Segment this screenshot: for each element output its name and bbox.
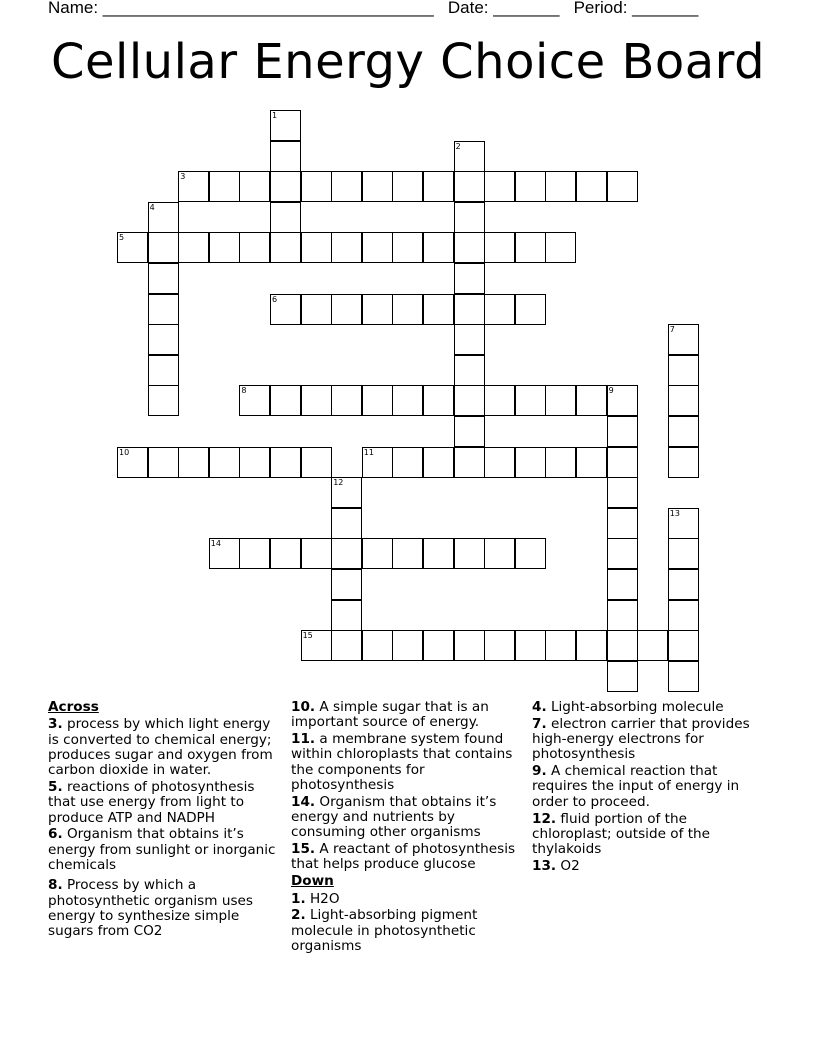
crossword-cell[interactable] (668, 661, 699, 692)
across-heading: Across (48, 699, 99, 715)
crossword-cell[interactable] (270, 110, 301, 141)
crossword-cell[interactable] (239, 538, 270, 569)
crossword-cell[interactable] (484, 630, 515, 661)
cell-number: 9 (608, 386, 614, 396)
crossword-cell[interactable] (668, 600, 699, 631)
clue-across-11 (291, 732, 523, 793)
crossword-cell[interactable] (148, 232, 179, 263)
crossword-cell[interactable] (423, 538, 454, 569)
crossword-cell[interactable] (331, 630, 362, 661)
crossword-cell[interactable] (270, 171, 301, 202)
clue-across-6 (48, 827, 280, 873)
clue-text: A simple sugar that is an important source of energy. (291, 699, 489, 731)
crossword-cell[interactable] (607, 538, 638, 569)
crossword-cell[interactable] (454, 263, 485, 294)
cell-number: 14 (210, 539, 221, 549)
crossword-cell[interactable] (423, 447, 454, 478)
clue-number: 12. (532, 810, 557, 827)
crossword-cell[interactable] (607, 508, 638, 539)
crossword-cell[interactable] (668, 416, 699, 447)
down-heading: Down (291, 873, 334, 890)
clue-text: A reactant of photosynthesis that helps produce glucose (291, 841, 516, 873)
crossword-cell[interactable] (515, 171, 546, 202)
clue-text: electron carrier that provides high-energy electrons for photosynthesis (532, 715, 750, 763)
crossword-cell[interactable] (270, 538, 301, 569)
crossword-cell[interactable] (148, 202, 179, 233)
clue-text: O2 (560, 857, 580, 874)
crossword-cell[interactable] (484, 447, 515, 478)
clue-down-4 (532, 700, 764, 715)
clue-down-2 (291, 908, 523, 954)
clue-text: H2O (309, 890, 340, 907)
crossword-cell[interactable] (392, 538, 423, 569)
crossword-cell[interactable] (392, 385, 423, 416)
clue-text: Process by which a photosynthetic organism uses energy to synthesize simple sugars from CO2 (48, 877, 253, 940)
crossword-cell[interactable] (270, 294, 301, 325)
crossword-cell[interactable] (117, 447, 148, 478)
cell-number: 13 (669, 508, 680, 518)
cell-number: 6 (272, 294, 278, 304)
crossword-cell[interactable] (239, 447, 270, 478)
crossword-cell[interactable] (301, 538, 332, 569)
crossword-cell[interactable] (668, 538, 699, 569)
clue-text: A chemical reaction that requires the input of energy in order to proceed. (532, 763, 740, 810)
clue-number: 10. (291, 699, 316, 715)
clue-down-1 (291, 892, 523, 907)
crossword-cell[interactable] (607, 477, 638, 508)
cell-number: 7 (669, 325, 675, 335)
crossword-cell[interactable] (270, 385, 301, 416)
crossword-cell[interactable] (362, 630, 393, 661)
crossword-cell[interactable] (454, 324, 485, 355)
crossword-cell[interactable] (454, 355, 485, 386)
crossword-cell[interactable] (515, 630, 546, 661)
crossword-cell[interactable] (270, 202, 301, 233)
clue-number: 15. (291, 841, 316, 858)
clue-down-7 (532, 717, 764, 763)
clue-text: Light-absorbing pigment molecule in photosynthetic organisms (291, 907, 478, 954)
crossword-cell[interactable] (301, 171, 332, 202)
crossword-cell[interactable] (209, 171, 240, 202)
crossword-cell[interactable] (484, 385, 515, 416)
crossword-cell[interactable] (576, 385, 607, 416)
clue-text: Organism that obtains it’s energy from sunlight or inorganic chemicals (48, 826, 276, 873)
clue-number: 3. (48, 716, 63, 733)
clues-column-1 (48, 700, 280, 941)
crossword-cell[interactable] (668, 385, 699, 416)
clues-column-2 (291, 700, 523, 956)
cell-number: 2 (455, 141, 461, 151)
header-line: Name: ___________________________________ Date: _______ Period: _______ (48, 0, 699, 17)
crossword-cell[interactable] (515, 294, 546, 325)
crossword-cell[interactable] (239, 385, 270, 416)
crossword-cell[interactable] (392, 232, 423, 263)
crossword-cell[interactable] (607, 385, 638, 416)
clue-number: 14. (291, 793, 316, 810)
crossword-cell[interactable] (178, 171, 209, 202)
crossword-cell[interactable] (545, 385, 576, 416)
crossword-cell[interactable] (515, 232, 546, 263)
crossword-cell[interactable] (515, 538, 546, 569)
crossword-cell[interactable] (637, 630, 668, 661)
clue-across-10 (291, 700, 523, 731)
crossword-cell[interactable] (668, 355, 699, 386)
crossword-cell[interactable] (362, 171, 393, 202)
crossword-cell[interactable] (454, 447, 485, 478)
clue-across-15 (291, 842, 523, 873)
clue-number: 7. (532, 715, 547, 732)
crossword-cell[interactable] (270, 232, 301, 263)
clue-down-9 (532, 764, 764, 810)
crossword-cell[interactable] (454, 232, 485, 263)
crossword-cell[interactable] (362, 447, 393, 478)
cell-number: 12 (333, 478, 344, 488)
clue-number: 11. (291, 731, 316, 748)
clue-text: Organism that obtains it’s energy and nutrients by consuming other organisms (291, 793, 497, 841)
crossword-cell[interactable] (515, 385, 546, 416)
crossword-cell[interactable] (668, 447, 699, 478)
crossword-cell[interactable] (668, 508, 699, 539)
cell-number: 11 (363, 447, 374, 457)
crossword-cell[interactable] (423, 232, 454, 263)
clue-number: 5. (48, 778, 63, 795)
cell-number: 10 (119, 447, 130, 457)
crossword-cell[interactable] (607, 416, 638, 447)
crossword-cell[interactable] (607, 600, 638, 631)
clue-text: reactions of photosynthesis that use energy from light to produce ATP and NADPH (48, 778, 255, 826)
crossword-cell[interactable] (576, 447, 607, 478)
crossword-cell[interactable] (484, 171, 515, 202)
crossword-cell[interactable] (331, 508, 362, 539)
crossword-cell[interactable] (545, 171, 576, 202)
clue-number: 6. (48, 826, 63, 843)
crossword-cell[interactable] (209, 232, 240, 263)
crossword-cell[interactable] (148, 447, 179, 478)
crossword-cell[interactable] (117, 232, 148, 263)
crossword-cell[interactable] (178, 232, 209, 263)
crossword-cell[interactable] (607, 630, 638, 661)
crossword-cell[interactable] (484, 538, 515, 569)
crossword-cell[interactable] (423, 171, 454, 202)
crossword-cell[interactable] (545, 630, 576, 661)
crossword-cell[interactable] (301, 630, 332, 661)
crossword-cell[interactable] (454, 416, 485, 447)
crossword-cell[interactable] (607, 569, 638, 600)
crossword-cell[interactable] (362, 385, 393, 416)
crossword-cell[interactable] (576, 171, 607, 202)
crossword-cell[interactable] (331, 600, 362, 631)
crossword-cell[interactable] (454, 202, 485, 233)
crossword-cell[interactable] (239, 232, 270, 263)
crossword-cell[interactable] (362, 538, 393, 569)
cell-number: 15 (302, 631, 313, 641)
clue-number: 1. (291, 890, 306, 907)
clue-across-8 (48, 878, 280, 939)
crossword-cell[interactable] (331, 171, 362, 202)
crossword-cell[interactable] (331, 232, 362, 263)
crossword-cell[interactable] (148, 385, 179, 416)
crossword-cell[interactable] (668, 630, 699, 661)
crossword-cell[interactable] (668, 324, 699, 355)
crossword-cell[interactable] (270, 141, 301, 172)
cell-number: 3 (180, 172, 186, 182)
clue-number: 2. (291, 907, 306, 924)
clue-number: 8. (48, 877, 63, 894)
crossword-cell[interactable] (362, 294, 393, 325)
cell-number: 8 (241, 386, 247, 396)
clues-column-3 (532, 700, 764, 876)
crossword-cell[interactable] (607, 171, 638, 202)
crossword-cell[interactable] (484, 232, 515, 263)
clue-text: Light-absorbing molecule (550, 699, 724, 715)
crossword-cell[interactable] (454, 538, 485, 569)
crossword-cell[interactable] (545, 447, 576, 478)
clue-number: 4. (532, 699, 547, 715)
crossword-cell[interactable] (668, 569, 699, 600)
crossword-cell[interactable] (484, 294, 515, 325)
clue-down-12 (532, 812, 764, 858)
crossword-cell[interactable] (331, 477, 362, 508)
crossword-cell[interactable] (454, 385, 485, 416)
crossword-cell[interactable] (362, 232, 393, 263)
crossword-cell[interactable] (301, 385, 332, 416)
crossword-cell[interactable] (301, 294, 332, 325)
crossword-cell[interactable] (301, 232, 332, 263)
crossword-cell[interactable] (392, 171, 423, 202)
crossword-cell[interactable] (392, 294, 423, 325)
crossword-cell[interactable] (392, 630, 423, 661)
clue-across-14 (291, 795, 523, 841)
crossword-cell[interactable] (454, 294, 485, 325)
crossword-cell[interactable] (331, 385, 362, 416)
crossword-cell[interactable] (148, 263, 179, 294)
crossword-cell[interactable] (148, 324, 179, 355)
crossword-cell[interactable] (331, 538, 362, 569)
page-title: Cellular Energy Choice Board (50, 34, 766, 90)
clue-text: fluid portion of the chloroplast; outside of the thylakoids (532, 810, 711, 858)
crossword-cell[interactable] (607, 661, 638, 692)
clue-across-5 (48, 780, 280, 826)
clue-across-3 (48, 717, 280, 778)
crossword-cell[interactable] (423, 294, 454, 325)
crossword-cell[interactable] (515, 447, 546, 478)
crossword-cell[interactable] (270, 447, 301, 478)
crossword-cell[interactable] (454, 141, 485, 172)
cell-number: 4 (149, 202, 155, 212)
crossword-cell[interactable] (576, 630, 607, 661)
crossword-cell[interactable] (607, 447, 638, 478)
cell-number: 1 (272, 111, 278, 120)
clue-down-13 (532, 859, 764, 874)
clue-number: 9. (532, 763, 547, 780)
crossword-cell[interactable] (392, 447, 423, 478)
crossword-cell[interactable] (301, 447, 332, 478)
crossword-cell[interactable] (454, 171, 485, 202)
crossword-cell[interactable] (209, 538, 240, 569)
crossword-cell[interactable] (148, 294, 179, 325)
clue-number: 13. (532, 857, 557, 874)
clue-text: a membrane system found within chloroplasts that contains the components for photosynthesis (291, 731, 513, 793)
crossword-cell[interactable] (148, 355, 179, 386)
crossword-cell[interactable] (239, 171, 270, 202)
crossword-cell[interactable] (423, 385, 454, 416)
crossword-cell[interactable] (454, 630, 485, 661)
cell-number: 5 (119, 233, 125, 243)
crossword-cell[interactable] (331, 569, 362, 600)
crossword-cell[interactable] (178, 447, 209, 478)
crossword-cell[interactable] (209, 447, 240, 478)
crossword-cell[interactable] (423, 630, 454, 661)
clue-text: process by which light energy is converted to chemical energy; produces sugar and oxygen from carbon dioxide in water. (48, 716, 273, 779)
crossword-cell[interactable] (545, 232, 576, 263)
crossword-cell[interactable] (331, 294, 362, 325)
